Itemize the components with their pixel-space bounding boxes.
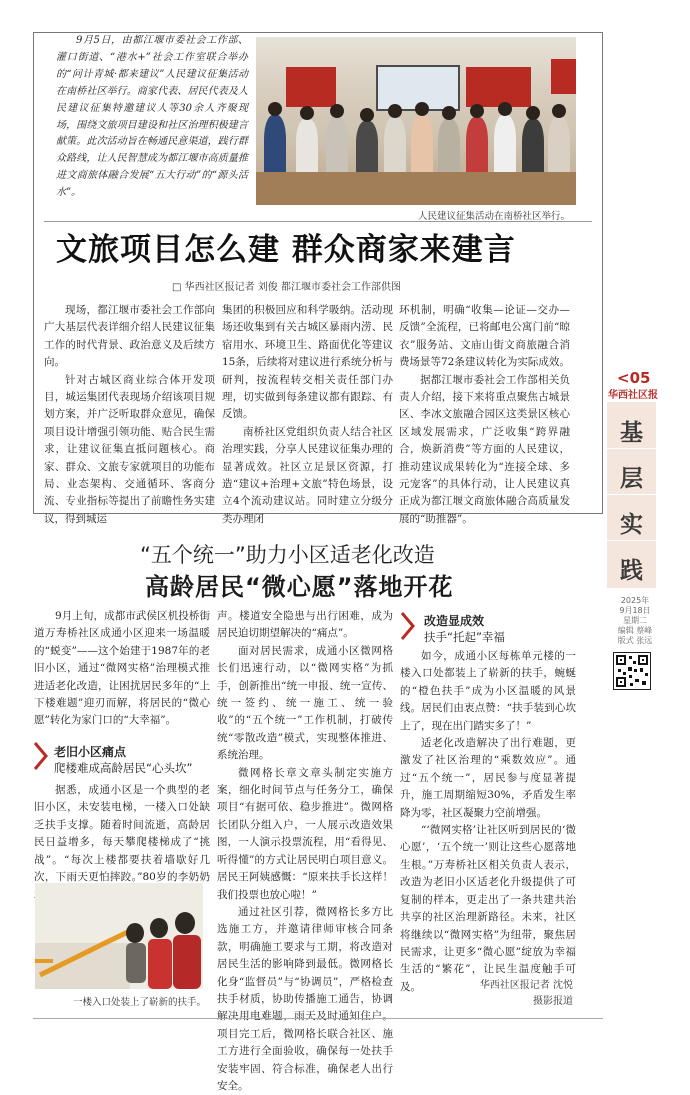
body-paragraph: 声。楼道安全隐患与出行困难，成为居民迫切期望解决的“痛点”。 <box>217 610 393 640</box>
issue-date-day: 9月18日 <box>619 606 651 615</box>
story2-byline <box>463 978 573 1010</box>
body-paragraph: 南桥社区党组织负责人结合社区治理实践，分享人民建议征集办理的显著成效。社区立足景区资源，打造“建议+治理+文旅”特色场景，设立4个流动建议站。同时建立分级分类办理闭 <box>222 425 393 525</box>
section-char: 层 <box>620 465 643 492</box>
body-paragraph: 集团的积极回应和科学吸纳。活动现场还收集到有关古城区暴雨内涝、民宿用水、环境卫生、路面优化等建议15条，后续将对建议进行系统分析与研判，按流程转交相关责任部门办理，切实做到每条建议都有跟踪、有反馈。 <box>222 304 393 421</box>
issue-editor: 编辑 蔡峰 <box>617 626 653 635</box>
top-story-column-2 <box>222 302 393 528</box>
top-story-byline: □ 华西社区报记者 刘俊 都江堰市委社会工作部供图 <box>172 282 401 293</box>
issue-date-year: 2025年 <box>620 596 650 605</box>
subhead-1-line1: 老旧小区痛点 <box>54 745 127 759</box>
top-story-intro <box>56 33 248 202</box>
story2-column-2 <box>217 608 393 1095</box>
section-char: 践 <box>620 557 643 584</box>
page-number: <05 <box>617 369 651 387</box>
event-photo <box>256 37 576 205</box>
story2-column-1 <box>34 608 210 730</box>
body-paragraph: 微网格长章文章头制定实施方案，细化时间节点与任务分工，确保项目“有据可依、稳步推进”。微网格长团队分组入户，一人展示改造效果图，一人演示投票流程，用“看得见、听得懂”的方式让居民明白项目意义。居民王阿姨感慨：“原来扶手长这样！我们投票也放心啦！” <box>217 766 393 901</box>
body-paragraph: 面对居民需求，成通小区微网格长们迅速行动，以“微网实格”为抓手，创新推出“统一申报、统一宣传、统一签约、统一施工、统一验收”的“五个统一”工作机制，打破传统“零散改造”模式，实现整体推进、系统治理。 <box>217 644 393 762</box>
chevron-right-icon <box>400 611 415 641</box>
subhead-1-line2: 爬楼难成高龄居民“心头坎” <box>54 761 193 775</box>
divider <box>44 221 592 222</box>
story2-headline-line2: 高龄居民“微心愿”落地开花 <box>145 573 454 601</box>
body-paragraph: 9月上旬，成都市武侯区机投桥街道万寿桥社区成通小区迎来一场温暖的“蜕变”——这个始建于1987年的老旧小区，通过“微网实格”治理模式推进适老化改造，让困扰居民多年的“上下楼难题”迎刃而解，将居民的“微心愿”转化为家门口的“大幸福”。 <box>34 610 210 727</box>
issue-weekday: 星期二 <box>623 616 647 625</box>
section-title-bar <box>607 402 656 588</box>
divider <box>33 1018 603 1019</box>
body-paragraph: 环机制，明确“收集—论证—交办—反馈”全流程，已将邮电公寓门前“晾衣”服务站、文庙山街文商旅融合消费场景等72条建议转化为实际成效。 <box>399 304 570 369</box>
divider <box>607 448 656 449</box>
story2-reporter: 华西社区报记者 沈悦 <box>479 980 573 991</box>
top-story-column-1 <box>44 302 215 528</box>
body-paragraph: 如今，成通小区每栋单元楼的一楼入口处都装上了崭新的扶手，蜿蜒的“橙色扶手”成为小区温暖的风景线。居民们由衷点赞：“扶手装到心坎上了，现在出门踏实多了！” <box>400 650 576 732</box>
story2-headline-line1: “五个统一”助力小区适老化改造 <box>140 543 435 567</box>
issue-layout: 版式 张远 <box>617 636 653 645</box>
subhead-2-line1: 改造显成效 <box>424 614 485 628</box>
paper-name: 华西社区报 <box>608 390 658 401</box>
top-story-headline: 文旅项目怎么建 群众商家来建言 <box>56 232 516 268</box>
body-paragraph: 据都江堰市委社会工作部相关负责人介绍，接下来将重点聚焦古城景区、李冰文旅融合园区这类景区核心区域发展需求，广泛收集“跨界融合，焕新消费”等方面的人民建议，推动建议成果转化为“连接全球、多元宠客”的具体行动，让人民建议真正成为都江堰文商旅体融合高质量发展的“助推器”。 <box>399 373 570 525</box>
body-paragraph: 针对古城区商业综合体开发项目，城运集团代表现场介绍该项目规划方案，并广泛听取群众意见，确保项目设计增强引领功能、贴合民生需求，让建议征集直抵问题核心。商家、群众、文旅专家就项目的功能布局、业态架构、交通循环、客商分流、专业指标等提出了前瞻性务实建议，得到城运 <box>44 373 215 525</box>
subhead-2-line2: 扶手“托起”幸福 <box>424 630 505 644</box>
body-paragraph: “‘微网实格’让社区听到居民的‘微心愿’，‘五个统一’则让这些心愿落地生根。”万寿桥社区相关负责人表示，改造为老旧小区适老化升级提供了可复制的样本，更走出了一条共建共治共享的社区治理新路径。未来，社区将继续以“微网实格”为纽带，聚焦居民需求，让更多“微心愿”绽放为幸福生活的“繁花”，让民生温度触手可及。 <box>400 824 576 993</box>
section-char: 基 <box>620 419 643 446</box>
body-paragraph: 通过社区引荐，微网格长多方比选施工方，并邀请律师审核合同条款，明确施工要求与工期，将改造对居民生活的影响降到最低。微网格长化身“监督员”与“协调员”，严格检查扶手材质，协助传播施工通告，协调解决用电难题，雨天及时通知住户。项目完工后，微网格长联合社区、施工方进行全面验收，确保每一处扶手安装牢固、符合标准，确保老人出行安全。 <box>217 905 393 1092</box>
handrail-photo-caption: 一楼入口处装上了崭新的扶手。 <box>73 997 207 1008</box>
story2-photo-credit: 摄影报道 <box>533 996 573 1007</box>
qr-code-icon <box>613 652 651 690</box>
body-paragraph: 适老化改造解决了出行难题，更激发了社区治理的“乘数效应”。通过“五个统一”，居民参与度显著提升，施工周期缩短30%，矛盾发生率降为零，社区凝聚力空前增强。 <box>400 737 576 819</box>
top-story-column-3 <box>399 302 570 528</box>
divider <box>607 540 656 541</box>
divider <box>607 494 656 495</box>
section-char: 实 <box>620 511 643 538</box>
handrail-photo <box>35 883 203 989</box>
story2-column-3 <box>400 648 576 996</box>
intro-paragraph: 9月5日，由都江堰市委社会工作部、灌口街道、“港水+”社会工作室联合举办的“问计青城·都来建议”人民建议征集活动在南桥社区举行。商家代表、居民代表及人民建议征集特邀建议人等30余人齐聚现场，围绕文旅项目建设和社区治理积极建言献策。此次活动旨在畅通民意渠道，践行群众路线，让人民智慧成为都江堰市高质量推进文商旅体融合发展“五大行动”的“源头活水”。 <box>56 35 248 199</box>
chevron-right-icon <box>33 741 48 771</box>
event-photo-caption: 人民建议征集活动在南桥社区举行。 <box>418 211 571 222</box>
body-paragraph: 现场，都江堰市委社会工作部向广大基层代表详细介绍人民建议征集工作的时代背景、政治意义及后续方向。 <box>44 304 215 369</box>
body-paragraph: 据悉，成通小区是一个典型的老旧小区，未安装电梯，一楼入口处缺乏扶手支撑。随着时间流逝，高龄居民日益增多，每天攀爬楼梯成了“挑战”。“每次上楼都要扶着墙歇好几次，下雨天更怕摔跤。”80岁的李奶奶 <box>34 784 210 884</box>
issue-info <box>613 596 657 646</box>
